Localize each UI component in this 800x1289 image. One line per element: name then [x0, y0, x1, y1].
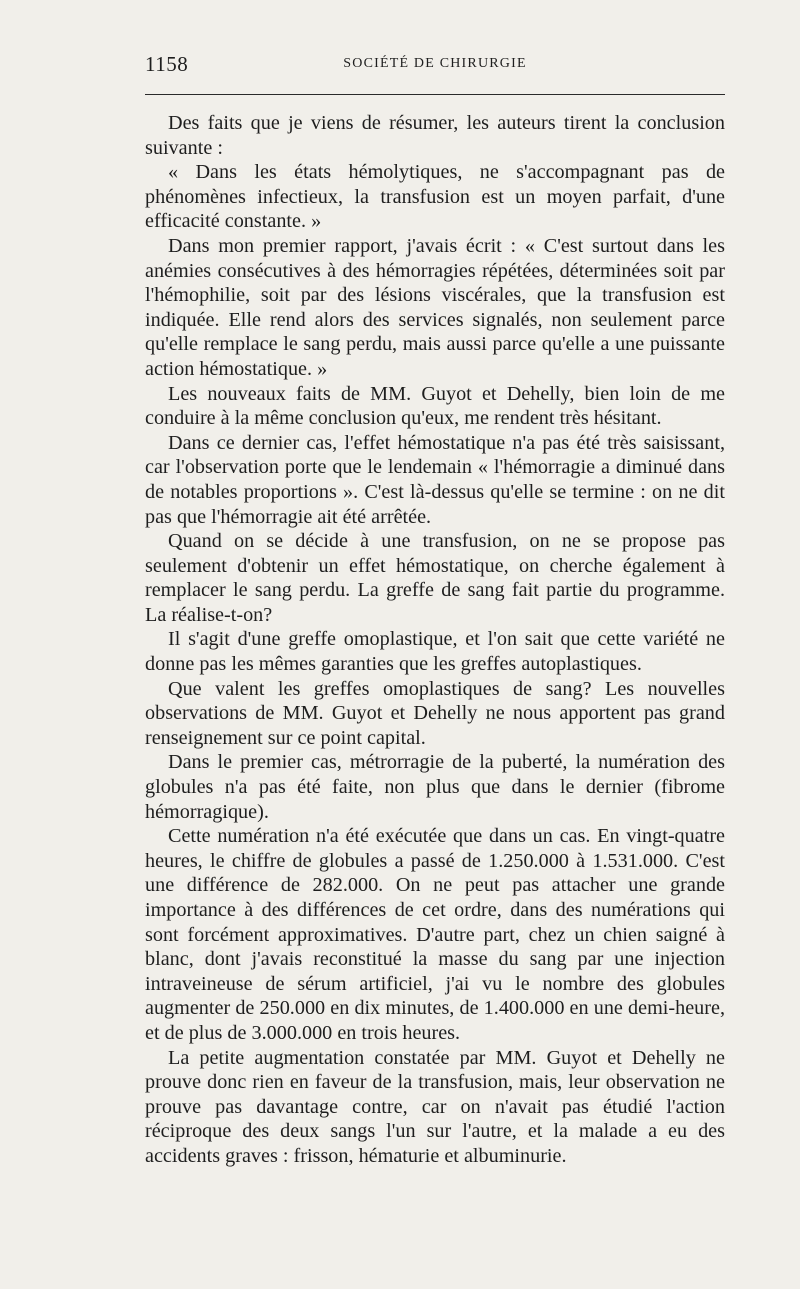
paragraph: Quand on se décide à une transfusion, on ne se propose pas seulement d'obtenir un effet hémostatique, on cherche également à remplacer le sang perdu. La greffe de sang fait partie du programme. La réalise-t-on?	[145, 530, 725, 626]
paragraph: Que valent les greffes omoplastiques de sang? Les nouvelles observations de MM. Guyot et Dehelly ne nous apportent pas grand renseignement sur ce point capital.	[145, 677, 725, 749]
paragraph: Cette numération n'a été exécutée que dans un cas. En vingt-quatre heures, le chiffre de globules a passé de 1.250.000 à 1.531.000. C'est une différence de 282.000. On ne peut pas attacher une grande importance à des différences de cet ordre, dans des numérations qui sont forcément approximatives. D'autre part, chez un chien saigné à blanc, dont j'avais reconstitué la masse du sang par une injection intraveineuse de sérum artificiel, j'ai vu le nombre des globules augmenter de 250.000 en dix minutes, de 1.400.000 en une demi-heure, et de plus de 3.000.000 en trois heures.	[145, 825, 725, 1044]
paragraph: Dans le premier cas, métrorragie de la puberté, la numération des globules n'a pas été faite, non plus que dans le dernier (fibrome hémorragique).	[145, 751, 725, 823]
paragraph: « Dans les états hémolytiques, ne s'accompagnant pas de phénomènes infectieux, la transfusion est un moyen parfait, d'une efficacité constante. »	[145, 161, 725, 233]
running-title: SOCIÉTÉ DE CHIRURGIE	[343, 56, 527, 71]
header-rule	[145, 94, 725, 95]
paragraph: Il s'agit d'une greffe omoplastique, et l'on sait que cette variété ne donne pas les mêmes garanties que les greffes autoplastiques.	[145, 628, 725, 676]
page-number: 1158	[145, 52, 189, 76]
body-text	[145, 111, 725, 1169]
paragraph: Dans ce dernier cas, l'effet hémostatique n'a pas été très saisissant, car l'observation porte que le lendemain « l'hémorragie a diminué dans de notables proportions ». C'est là-dessus qu'elle se termine : on ne dit pas que l'hémorragie ait été arrêtée.	[145, 431, 725, 528]
paragraph: La petite augmentation constatée par MM. Guyot et Dehelly ne prouve donc rien en faveur de la transfusion, mais, leur observation ne prouve pas davantage contre, car on n'avait pas étudié l'action réciproque des deux sangs l'un sur l'autre, et la malade a eu des accidents graves : frisson, hématurie et albuminurie.	[145, 1046, 725, 1167]
paragraph: Les nouveaux faits de MM. Guyot et Dehelly, bien loin de me conduire à la même conclusion qu'eux, me rendent très hésitant.	[145, 382, 725, 430]
paragraph: Dans mon premier rapport, j'avais écrit : « C'est surtout dans les anémies consécutives à des hémorragies répétées, déterminées soit par l'hémophilie, soit par des lésions viscérales, que la transfusion est indiquée. Elle rend alors des services signalés, non seulement parce qu'elle remplace le sang perdu, mais aussi parce qu'elle a une puissante action hémostatique. »	[145, 234, 725, 380]
page-header	[145, 52, 725, 82]
paragraph: Des faits que je viens de résumer, les auteurs tirent la conclusion suivante :	[145, 112, 725, 159]
